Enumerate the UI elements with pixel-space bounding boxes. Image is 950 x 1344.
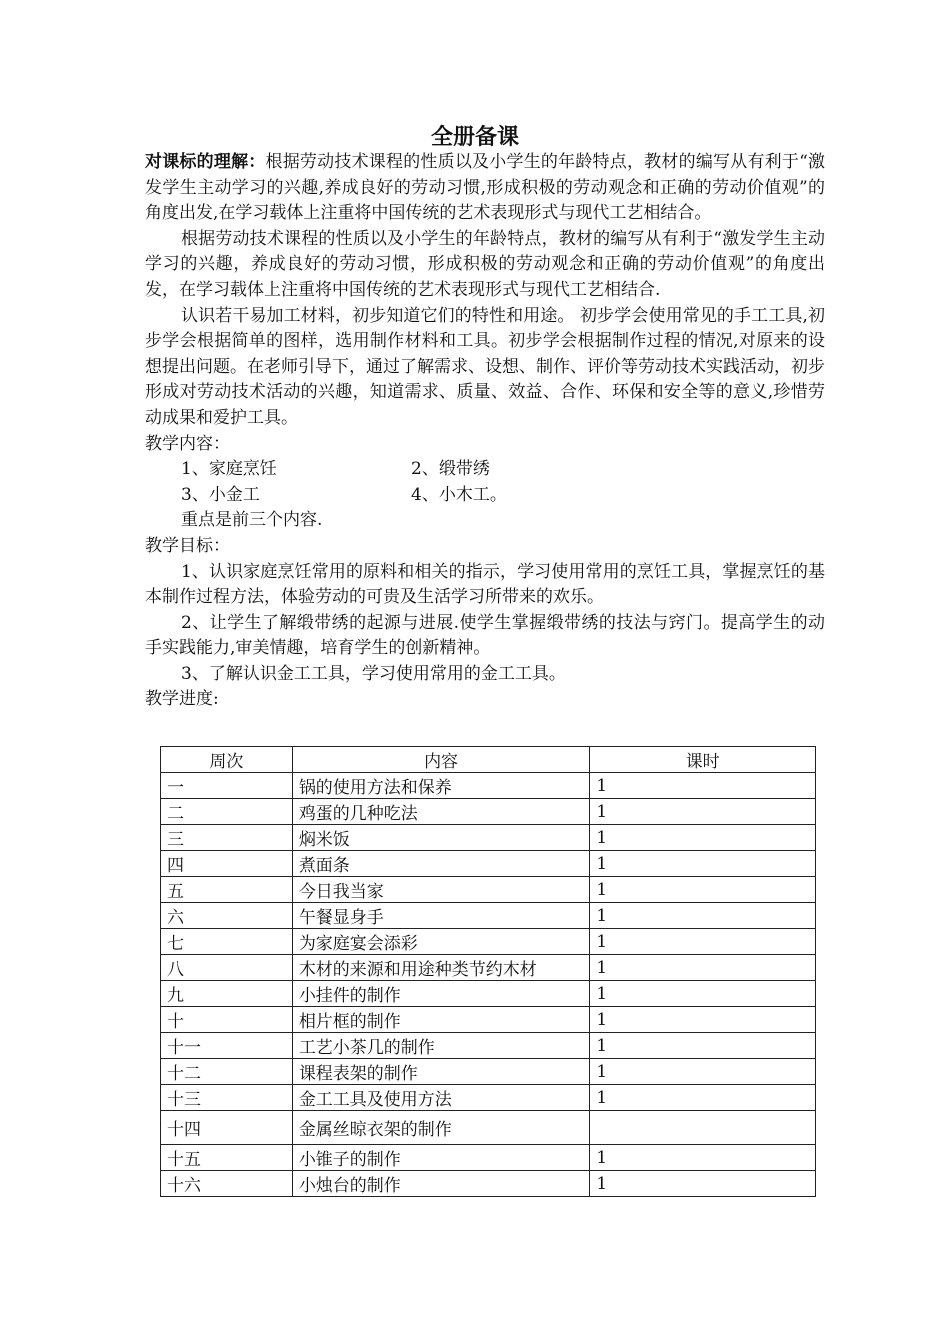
content-cell: 金工工具及使用方法 bbox=[292, 1085, 590, 1111]
content-item: 1、家庭烹饪 bbox=[181, 459, 277, 480]
table-row bbox=[161, 825, 816, 851]
hours-cell: 1 bbox=[590, 825, 816, 851]
table-row bbox=[161, 1111, 816, 1145]
hours-cell: 1 bbox=[590, 929, 816, 955]
column-header-week: 周次 bbox=[161, 747, 293, 773]
content-cell: 焖米饭 bbox=[292, 825, 590, 851]
hours-cell: 1 bbox=[590, 981, 816, 1007]
goal-item: 1、认识家庭烹饪常用的原料和相关的指示，学习使用常用的烹饪工具，掌握烹饪的基本制作过程方法，体验劳动的可贵及生活学习所带来的欢乐。 bbox=[145, 561, 825, 608]
schedule-heading: 教学进度: bbox=[145, 689, 219, 710]
goals-heading: 教学目标： bbox=[145, 535, 230, 556]
week-cell: 七 bbox=[161, 929, 293, 955]
content-item: 4、小木工。 bbox=[411, 484, 507, 505]
content-note: 重点是前三个内容. bbox=[181, 510, 323, 531]
hours-cell: 1 bbox=[590, 1059, 816, 1085]
content-row-1 bbox=[145, 457, 825, 483]
hours-cell: 1 bbox=[590, 1145, 816, 1171]
content-row-2 bbox=[145, 483, 825, 509]
column-header-hours: 课时 bbox=[590, 747, 816, 773]
hours-cell: 1 bbox=[590, 1033, 816, 1059]
paragraph-3: 认识若干易加工材料，初步知道它们的特性和用途。 初步学会使用常见的手工工具,初步学会根据简单的图样，选用制作材料和工具。初步学会根据制作过程的情况,对原来的设想提出问题。在老师引导下，通过了解需求、设想、制作、评价等劳动技术实践活动，初步形成对劳动技术活动的兴趣，知道需求、质量、效益、合作、环保和安全等的意义,珍惜劳动成果和爱护工具。 bbox=[145, 305, 825, 428]
table-row bbox=[161, 903, 816, 929]
table-header-row bbox=[161, 747, 816, 773]
hours-cell bbox=[590, 1111, 816, 1145]
understanding-label: 对课标的理解： bbox=[145, 152, 266, 172]
table-body bbox=[161, 773, 816, 1197]
table-row bbox=[161, 1085, 816, 1111]
week-cell: 六 bbox=[161, 903, 293, 929]
table-row bbox=[161, 1145, 816, 1171]
content-cell: 课程表架的制作 bbox=[292, 1059, 590, 1085]
understanding-text: 根据劳动技术课程的性质以及小学生的年龄特点，教材的编写从有利于“激发学生主动学习的兴趣,养成良好的劳动习惯,形成积极的劳动观念和正确的劳动价值观”的角度出发,在学习载体上注重将中国传统的艺术表现形式与现代工艺相结合。 bbox=[145, 152, 825, 224]
paragraph-2: 根据劳动技术课程的性质以及小学生的年龄特点，教材的编写从有利于“激发学生主动学习的兴趣，养成良好的劳动习惯，形成积极的劳动观念和正确的劳动价值观”的角度出发，在学习载体上注重将中国传统的艺术表现形式与现代工艺相结合. bbox=[145, 228, 825, 300]
week-cell: 十四 bbox=[161, 1111, 293, 1145]
content-heading: 教学内容： bbox=[145, 433, 230, 454]
hours-cell: 1 bbox=[590, 799, 816, 825]
table-row bbox=[161, 955, 816, 981]
week-cell: 五 bbox=[161, 877, 293, 903]
week-cell: 十一 bbox=[161, 1033, 293, 1059]
content-cell: 相片框的制作 bbox=[292, 1007, 590, 1033]
content-cell: 小烛台的制作 bbox=[292, 1171, 590, 1197]
hours-cell: 1 bbox=[590, 773, 816, 799]
content-item: 3、小金工 bbox=[181, 484, 260, 505]
table-row bbox=[161, 1171, 816, 1197]
goal-item: 3、了解认识金工工具，学习使用常用的金工工具。 bbox=[181, 663, 566, 684]
table-row bbox=[161, 1059, 816, 1085]
hours-cell: 1 bbox=[590, 955, 816, 981]
content-cell: 木材的来源和用途种类节约木材 bbox=[292, 955, 590, 981]
goal-item: 2、让学生了解缎带绣的起源与进展.使学生掌握缎带绣的技法与窍门。提高学生的动手实践能力,审美情趣，培育学生的创新精神。 bbox=[145, 612, 825, 659]
week-cell: 四 bbox=[161, 851, 293, 877]
week-cell: 三 bbox=[161, 825, 293, 851]
week-cell: 八 bbox=[161, 955, 293, 981]
content-cell: 今日我当家 bbox=[292, 877, 590, 903]
content-cell: 为家庭宴会添彩 bbox=[292, 929, 590, 955]
week-cell: 九 bbox=[161, 981, 293, 1007]
content-cell: 工艺小茶几的制作 bbox=[292, 1033, 590, 1059]
hours-cell: 1 bbox=[590, 1007, 816, 1033]
content-cell: 金属丝晾衣架的制作 bbox=[292, 1111, 590, 1145]
table-row bbox=[161, 981, 816, 1007]
hours-cell: 1 bbox=[590, 851, 816, 877]
content-cell: 午餐显身手 bbox=[292, 903, 590, 929]
content-cell: 鸡蛋的几种吃法 bbox=[292, 799, 590, 825]
document-body bbox=[145, 150, 825, 713]
table-row bbox=[161, 929, 816, 955]
column-header-content: 内容 bbox=[292, 747, 590, 773]
page-title: 全册备课 bbox=[430, 125, 519, 150]
hours-cell: 1 bbox=[590, 1085, 816, 1111]
understanding-paragraph bbox=[145, 150, 825, 227]
content-cell: 煮面条 bbox=[292, 851, 590, 877]
table-row bbox=[161, 799, 816, 825]
table-row bbox=[161, 1033, 816, 1059]
hours-cell: 1 bbox=[590, 903, 816, 929]
week-cell: 二 bbox=[161, 799, 293, 825]
week-cell: 十二 bbox=[161, 1059, 293, 1085]
week-cell: 十三 bbox=[161, 1085, 293, 1111]
content-cell: 小锥子的制作 bbox=[292, 1145, 590, 1171]
content-item: 2、缎带绣 bbox=[411, 459, 490, 480]
table-row bbox=[161, 851, 816, 877]
week-cell: 十五 bbox=[161, 1145, 293, 1171]
content-cell: 小挂件的制作 bbox=[292, 981, 590, 1007]
week-cell: 十 bbox=[161, 1007, 293, 1033]
table-row bbox=[161, 877, 816, 903]
content-cell: 锅的使用方法和保养 bbox=[292, 773, 590, 799]
table-row bbox=[161, 773, 816, 799]
schedule-table bbox=[160, 746, 816, 1197]
hours-cell: 1 bbox=[590, 877, 816, 903]
hours-cell: 1 bbox=[590, 1171, 816, 1197]
week-cell: 十六 bbox=[161, 1171, 293, 1197]
table-row bbox=[161, 1007, 816, 1033]
week-cell: 一 bbox=[161, 773, 293, 799]
